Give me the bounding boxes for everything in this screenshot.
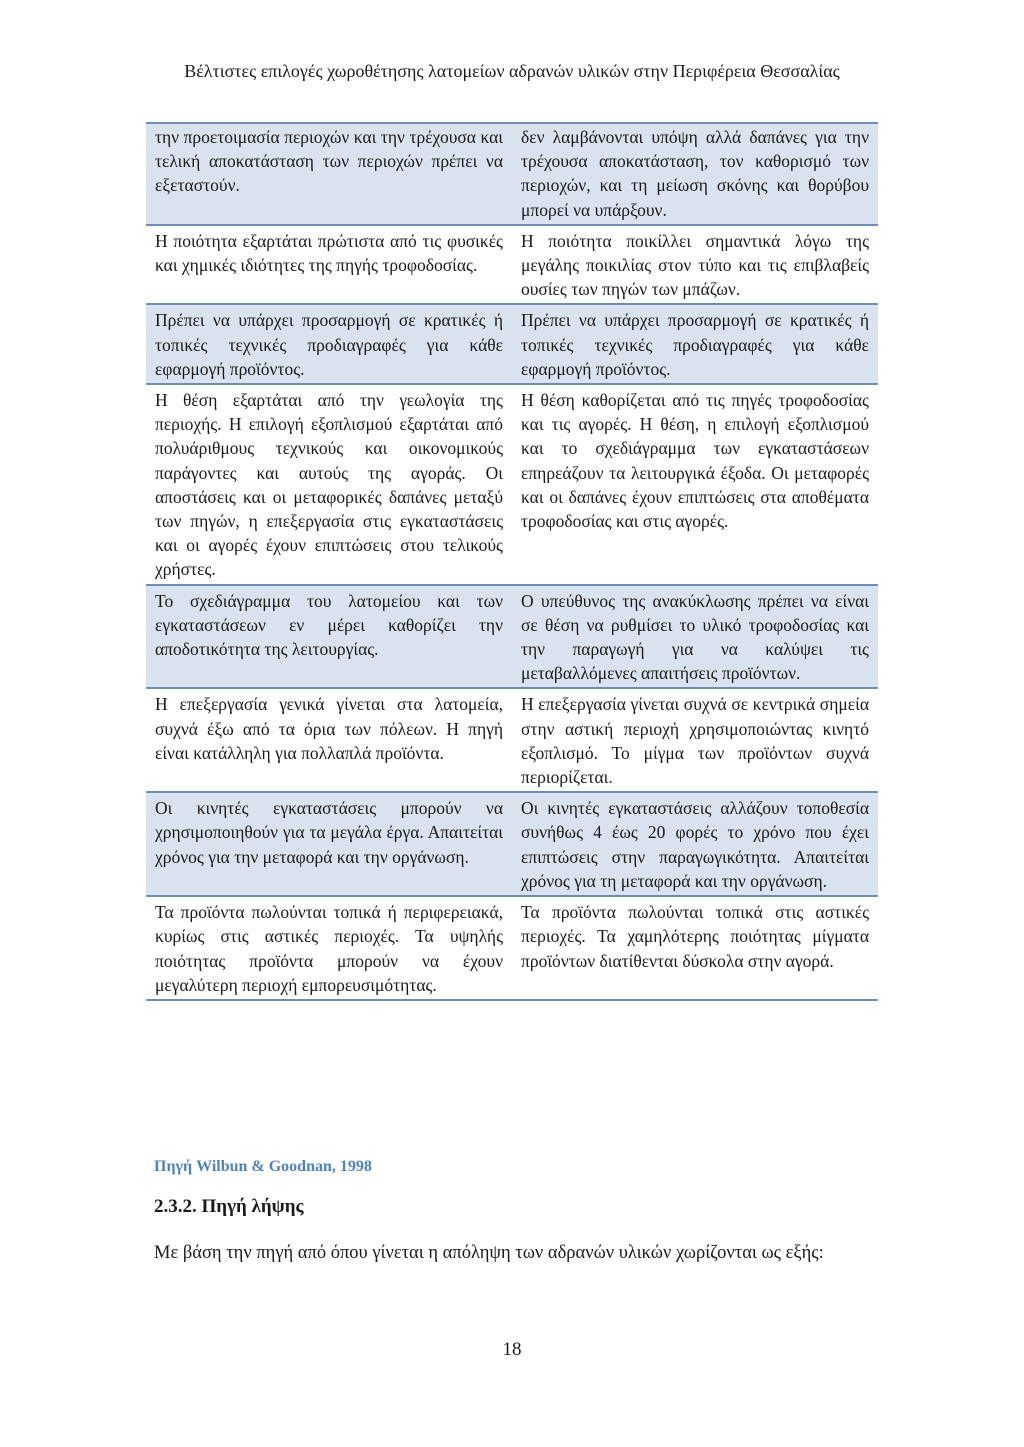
table-cell-left: την προετοιμασία περιοχών και την τρέχουσα και τελική αποκατάσταση των περιοχών πρέπει να εξεταστούν. [146, 123, 512, 225]
table-cell-left: Τα προϊόντα πωλούνται τοπικά ή περιφερειακά, κυρίως στις αστικές περιοχές. Τα υψηλής ποιότητας προϊόντα μπορούν να έχουν μεγαλύτερη περιοχή εμπορευσιμότητας. [146, 896, 512, 1000]
table-row [146, 792, 878, 896]
body-paragraph: Με βάση την πηγή από όπου γίνεται η απόληψη των αδρανών υλικών χωρίζονται ως εξής: [154, 1243, 824, 1263]
table-row [146, 304, 878, 384]
table-row [146, 585, 878, 689]
table-cell-left: Το σχεδιάγραμμα του λατομείου και των εγκαταστάσεων εν μέρει καθορίζει την αποδοτικότητα της λειτουργίας. [146, 585, 512, 689]
table-row [146, 123, 878, 225]
table-row [146, 384, 878, 585]
table-cell-left: Οι κινητές εγκαταστάσεις μπορούν να χρησιμοποιηθούν για τα μεγάλα έργα. Απαιτείται χρόνος για την μεταφορά και την οργάνωση. [146, 792, 512, 896]
table-source-caption: Πηγή Wilbun & Goodnan, 1998 [154, 1158, 372, 1175]
table-cell-right: Τα προϊόντα πωλούνται τοπικά στις αστικές περιοχές. Τα χαμηλότερης ποιότητας μίγματα προϊόντων διατίθενται δύσκολα στην αγορά. [512, 896, 878, 1000]
table-cell-left: Η ποιότητα εξαρτάται πρώτιστα από τις φυσικές και χημικές ιδιότητες της πηγής τροφοδοσίας. [146, 225, 512, 305]
table-cell-left: Η θέση εξαρτάται από την γεωλογία της περιοχής. Η επιλογή εξοπλισμού εξαρτάται από πολυάριθμους τεχνικούς και οικονομικούς παράγοντες και αυτούς της αγοράς. Οι αποστάσεις και οι μεταφορικές δαπάνες μεταξύ των πηγών, η επεξεργασία στις εγκαταστάσεις και οι αγορές έχουν επιπτώσεις στου τελικούς χρήστες. [146, 384, 512, 585]
section-heading: 2.3.2. Πηγή λήψης [154, 1196, 304, 1217]
table-cell-right: Ο υπεύθυνος της ανακύκλωσης πρέπει να είναι σε θέση να ρυθμίσει το υλικό τροφοδοσίας και την παραγωγή για να καλύψει τις μεταβαλλόμενες απαιτήσεις προϊόντων. [512, 585, 878, 689]
table-row [146, 688, 878, 792]
comparison-table [146, 122, 878, 1001]
table-cell-right: Η ποιότητα ποικίλλει σημαντικά λόγω της μεγάλης ποικιλίας στον τύπο και τις επιβλαβείς ουσίες των πηγών των μπάζων. [512, 225, 878, 305]
table-cell-right: δεν λαμβάνονται υπόψη αλλά δαπάνες για την τρέχουσα αποκατάσταση, τον καθορισμό των περιοχών, και τη μείωση σκόνης και θορύβου μπορεί να υπάρξουν. [512, 123, 878, 225]
table-cell-right: Η επεξεργασία γίνεται συχνά σε κεντρικά σημεία στην αστική περιοχή χρησιμοποιώντας κινητό εξοπλισμό. Το μίγμα των προϊόντων συχνά περιορίζεται. [512, 688, 878, 792]
page-number: 18 [502, 1339, 522, 1360]
table-cell-left: Πρέπει να υπάρχει προσαρμογή σε κρατικές ή τοπικές τεχνικές προδιαγραφές για κάθε εφαρμογή προϊόντος. [146, 304, 512, 384]
table-cell-right: Πρέπει να υπάρχει προσαρμογή σε κρατικές ή τοπικές τεχνικές προδιαγραφές για κάθε εφαρμογή προϊόντος. [512, 304, 878, 384]
table-cell-right: Η θέση καθορίζεται από τις πηγές τροφοδοσίας και τις αγορές. Η θέση, η επιλογή εξοπλισμού και το σχεδιάγραμμα των εγκαταστάσεων επηρεάζουν τα λειτουργικά έξοδα. Οι μεταφορές και οι δαπάνες έχουν επιπτώσεις στα αποθέματα τροφοδοσίας και στις αγορές. [512, 384, 878, 585]
page-header: Βέλτιστες επιλογές χωροθέτησης λατομείων αδρανών υλικών στην Περιφέρεια Θεσσαλίας [184, 61, 840, 81]
table-cell-left: Η επεξεργασία γενικά γίνεται στα λατομεία, συχνά έξω από τα όρια των πόλεων. Η πηγή είναι κατάλληλη για πολλαπλά προϊόντα. [146, 688, 512, 792]
table-row [146, 225, 878, 305]
table-cell-right: Οι κινητές εγκαταστάσεις αλλάζουν τοποθεσία συνήθως 4 έως 20 φορές το χρόνο που έχει επιπτώσεις στην παραγωγικότητα. Απαιτείται χρόνος για τη μεταφορά και την οργάνωση. [512, 792, 878, 896]
table-row [146, 896, 878, 1000]
